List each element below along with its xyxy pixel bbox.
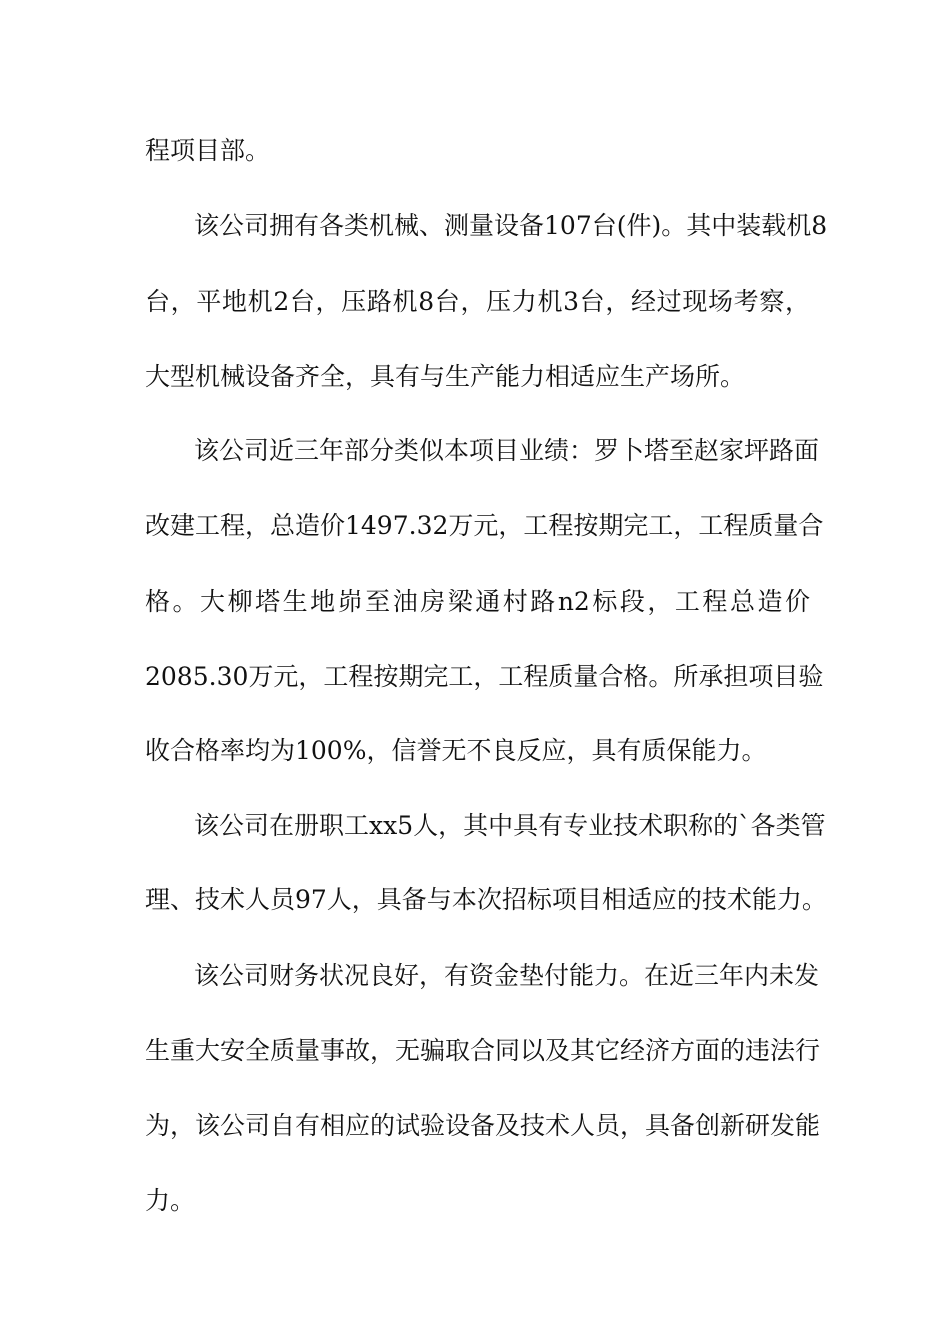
text-line: 台，平地机2台，压路机8台，压力机3台，经过现场考察， xyxy=(145,287,810,316)
text-line: 该公司在册职工xx5人，其中具有专业技术职称的`各类管 xyxy=(194,811,826,840)
text-line: 程项目部。 xyxy=(145,136,271,165)
text-line: 为，该公司自有相应的试验设备及技术人员，具备创新研发能 xyxy=(145,1111,821,1140)
text-line: 力。 xyxy=(145,1186,196,1215)
text-line: 大型机械设备齐全，具有与生产能力相适应生产场所。 xyxy=(145,362,746,391)
text-line: 改建工程，总造价1497.32万元，工程按期完工，工程质量合 xyxy=(145,511,824,540)
text-line: 格。大柳塔生地峁至油房梁通村路n2标段，工程总造价 xyxy=(145,587,810,616)
text-line: 理、技术人员97人，具备与本次招标项目相适应的技术能力。 xyxy=(145,885,827,914)
text-line: 该公司近三年部分类似本项目业绩：罗卜塔至赵家坪路面 xyxy=(194,436,820,465)
text-line: 该公司拥有各类机械、测量设备107台(件)。其中装载机8 xyxy=(194,211,828,240)
text-line: 该公司财务状况良好，有资金垫付能力。在近三年内未发 xyxy=(194,961,820,990)
text-line: 收合格率均为100%，信誉无不良反应，具有质保能力。 xyxy=(145,736,767,765)
text-line: 生重大安全质量事故，无骗取合同以及其它经济方面的违法行 xyxy=(145,1036,821,1065)
text-line: 2085.30万元，工程按期完工，工程质量合格。所承担项目验 xyxy=(145,662,824,691)
